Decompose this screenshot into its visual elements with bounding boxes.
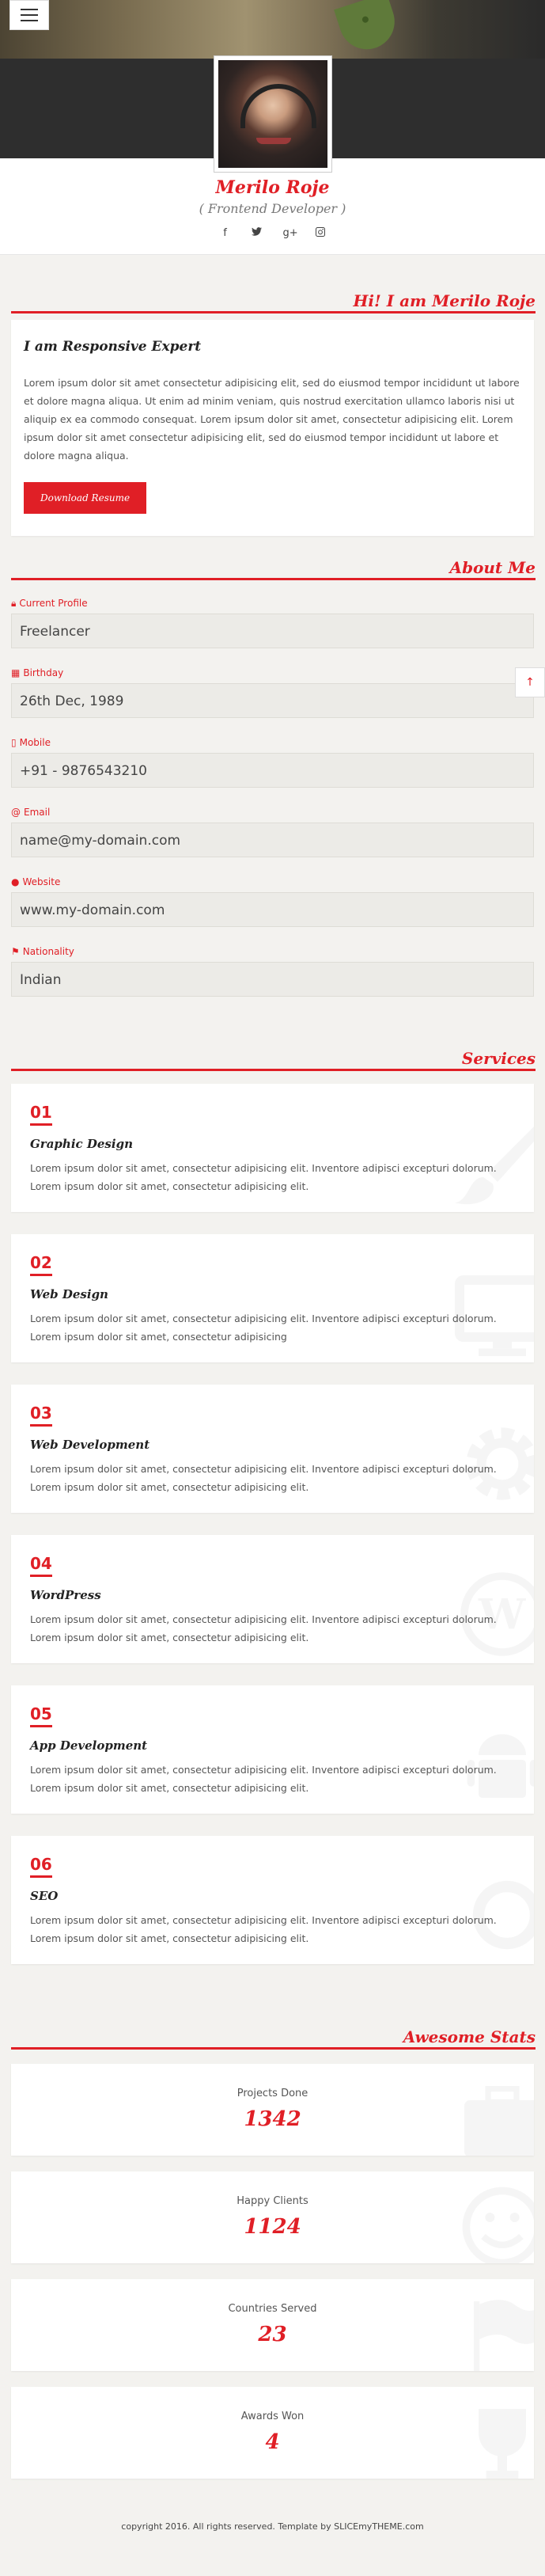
intro-title-text: Hi! I am Merilo Roje [353,291,536,310]
about-title-text: About Me [449,558,536,577]
service-number: 02 [30,1253,52,1276]
service-text: Lorem ipsum dolor sit amet, consectetur adipisicing elit. Inventore adipisci excepturi dolorum. Lorem ipsum dolor sit amet, consectetur adipisicing elit. [30,1613,497,1643]
stat-label: Countries Served [228,2303,317,2315]
arrow-up-icon: ↑ [525,676,535,689]
avatar-photo [218,60,327,168]
hamburger-icon [21,9,38,10]
services-title-text: Services [461,1049,536,1068]
field-value: Freelancer [11,614,534,648]
calendar-icon: ▦ [11,667,21,678]
stat-value: 1124 [244,2215,301,2239]
field-value: +91 - 9876543210 [11,753,534,788]
stat-label: Happy Clients [237,2195,308,2207]
lock-icon: 🔒︎ [11,598,17,609]
stat-value: 23 [258,2323,287,2346]
field-label: Nationality [22,946,74,957]
section-underline [11,578,536,580]
profile-block [0,158,545,255]
service-title: Graphic Design [30,1137,133,1151]
service-number: 05 [30,1704,52,1727]
hero-banner-image [0,0,545,59]
leaf-decoration [334,0,402,56]
field-label: Birthday [23,667,64,678]
hamburger-icon [21,20,38,21]
download-resume-button[interactable]: Download Resume [24,482,146,514]
stats-section-title [0,2027,545,2051]
menu-toggle-button[interactable] [9,0,49,30]
field-label: Mobile [19,737,51,748]
field-label: Current Profile [19,598,88,609]
intro-heading: I am Responsive Expert [24,339,202,355]
stat-value: 1342 [244,2107,301,2131]
services-section-title [0,1049,545,1073]
service-title: SEO [30,1889,59,1903]
field-value: name@my-domain.com [11,823,534,857]
service-title: App Development [30,1738,148,1753]
intro-text: Lorem ipsum dolor sit amet consectetur adipisicing elit, sed do eiusmod tempor incididunt ut labore et dolore magna aliqua. Ut enim ad minim veniam, quis nostrud exercitation ullamco laboris nisi ut aliquip ex ea commodo consequat. Lorem ipsum dolor sit amet, consectetur adipisicing elit. Lorem ipsum dolor sit amet consectetur adipisicing elit, sed do eiusmod tempor incididunt ut labore et dolore magna aliqua. [24,377,520,462]
scroll-to-top-button[interactable] [515,667,545,697]
service-text: Lorem ipsum dolor sit amet, consectetur adipisicing elit. Inventore adipisci excepturi dolorum. Lorem ipsum dolor sit amet, consectetur adipisicing elit. [30,1914,497,1944]
profile-name: Merilo Roje [215,177,330,198]
field-website [11,876,534,927]
hamburger-icon [21,14,38,16]
stat-card [11,2171,534,2263]
field-current-profile [11,598,534,648]
hero-header [0,0,545,158]
flag-icon: ⚑ [11,946,20,957]
service-card [11,1234,534,1362]
service-text: Lorem ipsum dolor sit amet, consectetur adipisicing elit. Inventore adipisci excepturi dolorum. Lorem ipsum dolor sit amet, consectetur adipisicing [30,1313,497,1343]
service-card [11,1535,534,1663]
stat-card [11,2279,534,2371]
field-value: Indian [11,962,534,997]
service-title: Web Design [30,1287,108,1301]
service-number: 01 [30,1103,52,1126]
field-label: Email [24,807,51,818]
field-birthday [11,667,534,718]
footer-copyright: copyright 2016. All rights reserved. Template by SLICEmyTHEME.com [121,2521,424,2532]
intro-section-title [0,291,545,315]
profile-avatar [214,55,332,173]
field-value: 26th Dec, 1989 [11,683,534,718]
service-text: Lorem ipsum dolor sit amet, consectetur adipisicing elit. Inventore adipisci excepturi dolorum. Lorem ipsum dolor sit amet, consectetur adipisicing elit. [30,1463,497,1493]
google-plus-icon[interactable]: g+ [282,227,298,239]
service-text: Lorem ipsum dolor sit amet, consectetur adipisicing elit. Inventore adipisci excepturi dolorum. Lorem ipsum dolor sit amet, consectetur adipisicing elit. [30,1162,497,1192]
field-label: Website [22,876,61,887]
stat-label: Projects Done [237,2088,308,2099]
service-number: 04 [30,1554,52,1577]
svg-text:W: W [479,1590,526,1639]
service-card [11,1084,534,1212]
stat-label: Awards Won [240,2411,305,2422]
about-section-title [0,558,545,582]
section-underline [11,2047,536,2050]
stat-value: 4 [265,2430,280,2454]
social-links [0,227,545,240]
service-card [11,1685,534,1814]
service-number: 06 [30,1855,52,1878]
globe-icon: ● [11,876,20,887]
profile-role: ( Frontend Developer ) [199,201,346,216]
service-title: WordPress [30,1588,101,1602]
field-email [11,807,534,857]
intro-card [11,320,534,536]
service-title: Web Development [30,1438,150,1452]
field-value: www.my-domain.com [11,892,534,927]
stat-card [11,2387,534,2479]
field-mobile [11,737,534,788]
section-underline [11,311,536,313]
service-card [11,1385,534,1513]
stats-title-text: Awesome Stats [403,2027,536,2046]
mobile-icon: ▯ [11,737,17,748]
service-card [11,1836,534,1964]
service-number: 03 [30,1404,52,1427]
facebook-icon[interactable]: f [223,227,227,239]
field-nationality [11,946,534,997]
section-underline [11,1069,536,1071]
at-icon: @ [11,807,21,818]
about-fields [0,587,545,997]
stat-card [11,2064,534,2156]
twitter-icon[interactable] [252,227,263,240]
instagram-icon[interactable] [315,227,326,240]
service-text: Lorem ipsum dolor sit amet, consectetur adipisicing elit. Inventore adipisci excepturi dolorum. Lorem ipsum dolor sit amet, consectetur adipisicing elit. [30,1764,497,1794]
